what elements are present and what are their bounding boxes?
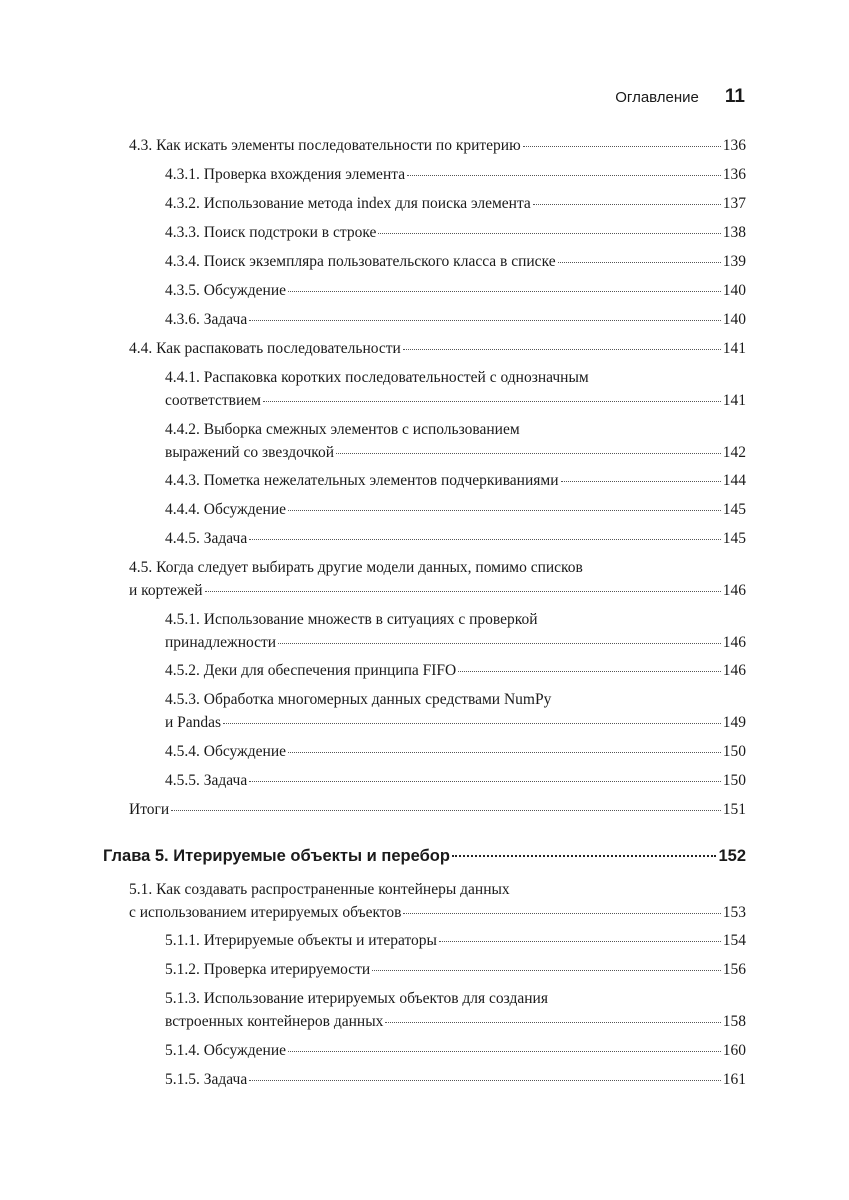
toc-entry-title: с использованием итерируемых объектов [129,903,402,921]
toc-entry-title: Обсуждение [203,743,286,760]
toc-entry-page: 149 [722,713,746,731]
toc-entry-4-4-1[interactable] [165,367,746,412]
leader-dots [452,855,717,857]
leader-dots [558,262,721,263]
toc-entry-page: 151 [722,801,746,818]
leader-dots [372,970,721,971]
toc-entry-4-3-4[interactable] [165,251,746,274]
toc-entry-page: 136 [722,137,746,154]
toc-entry-page: 145 [722,501,746,518]
toc-entry-5-1-3[interactable] [165,988,746,1033]
toc-entry-title: Итоги [129,801,170,818]
toc-entry-page: 138 [722,224,746,241]
toc-entry-number: 4.4.1. [165,369,200,386]
leader-dots [533,204,721,205]
leader-dots [249,781,721,782]
toc-entry-title: Поиск подстроки в строке [203,224,377,241]
toc-entry-number: 4.5. [129,559,153,576]
toc-entry-number: 4.4. [129,340,153,357]
toc-entry-title: Деки для обеспечения принципа FIFO [203,662,457,679]
toc-entry-number: 5.1.2. [165,961,200,978]
toc-entry-title-line1: Распаковка коротких последовательностей с однозначным [203,369,589,386]
toc-entry-page: 153 [722,903,746,921]
toc-entry-title: Проверка итерируемости [203,961,371,978]
toc-entry-5-1-2[interactable] [165,959,746,982]
toc-entry-title: Использование метода index для поиска элемента [203,195,531,212]
leader-dots [403,913,720,914]
toc-entry-number: 4.4.4. [165,501,200,518]
toc-entry-page: 161 [722,1071,746,1088]
toc-entry-title: Как искать элементы последовательности по критерию [156,137,521,154]
toc-entry-number: 4.3.6. [165,311,200,328]
toc-entry-title: встроенных контейнеров данных [165,1012,384,1030]
toc-entry-number: 4.5.1. [165,611,200,628]
leader-dots [223,723,721,724]
leader-dots [336,453,721,454]
leader-dots [249,1080,721,1081]
toc-entry-title: Проверка вхождения элемента [203,166,406,183]
toc-entry-page: 137 [722,195,746,212]
toc-entry-4-4-5[interactable] [165,528,746,551]
toc-entry-title: Обсуждение [203,1042,286,1059]
toc-entry-number: 5.1.5. [165,1071,200,1088]
leader-dots [278,643,721,644]
leader-dots [403,349,721,350]
toc-entry-title-line1: Как создавать распространенные контейнеры данных [156,881,510,898]
toc-entry-summary[interactable] [129,799,746,822]
leader-dots [458,671,721,672]
toc-entry-title: и Pandas [165,713,222,731]
leader-dots [263,401,721,402]
toc-entry-number: 5.1.3. [165,990,200,1007]
toc-entry-title: Итерируемые объекты и итераторы [203,932,437,949]
toc-entry-title: выражений со звездочкой [165,443,335,461]
leader-dots [171,810,721,811]
toc-entry-number: 4.3.4. [165,253,200,270]
leader-dots [205,591,721,592]
leader-dots [249,539,721,540]
toc-entry-number: 4.3.5. [165,282,200,299]
toc-entry-page: 140 [722,311,746,328]
toc-entry-page: 154 [722,932,746,949]
leader-dots [523,146,721,147]
toc-entry-page: 160 [722,1042,746,1059]
toc-entry-number: 4.5.3. [165,691,200,708]
toc-entry-page: 136 [722,166,746,183]
header-page-number: 11 [724,86,745,107]
toc-entry-4-5-5[interactable] [165,770,746,793]
toc-entry-4-5[interactable] [129,557,746,602]
toc-entry-page: 146 [722,581,746,599]
toc-entry-number: 4.5.4. [165,743,200,760]
toc-entry-page: 144 [722,472,746,489]
toc-entry-5-1-5[interactable] [165,1069,746,1092]
toc-entry-number: 5.1. [129,881,153,898]
toc-entry-4-3-3[interactable] [165,222,746,245]
toc-entry-title-line1: Обработка многомерных данных средствами NumPy [203,691,552,708]
toc-entry-5-1-4[interactable] [165,1040,746,1063]
leader-dots [288,752,721,753]
toc-entry-4-5-1[interactable] [165,609,746,654]
toc-entry-number: 4.4.2. [165,421,200,438]
leader-dots [378,233,720,234]
leader-dots [249,320,721,321]
leader-dots [385,1022,720,1023]
toc-entry-title: Обсуждение [203,282,286,299]
toc-entry-page: 142 [722,443,746,461]
leader-dots [439,941,721,942]
toc-entry-4-4-2[interactable] [165,419,746,464]
leader-dots [407,175,721,176]
toc-entry-4-4-3[interactable] [165,470,746,493]
toc-entry-title-line1: Когда следует выбирать другие модели данных, помимо списков [156,559,583,576]
toc-entry-title: Как распаковать последовательности [156,340,401,357]
toc-entry-page: 145 [722,530,746,547]
leader-dots [288,291,721,292]
toc-entry-title: принадлежности [165,633,277,651]
toc-entry-number: 5.1.4. [165,1042,200,1059]
toc-entry-4-3-2[interactable] [165,193,746,216]
toc-entry-number: 5.1.1. [165,932,200,949]
toc-entry-5-1-1[interactable] [165,930,746,953]
toc-entry-title: Обсуждение [203,501,286,518]
toc-entry-page: 146 [722,633,746,651]
toc-entry-number: 4.3.2. [165,195,200,212]
toc-entry-4-3-6[interactable] [165,309,746,332]
toc-entry-5-1[interactable] [129,879,746,924]
toc-entry-number: 4.3.3. [165,224,200,241]
toc-entry-4-3[interactable] [129,135,746,158]
leader-dots [288,510,721,511]
leader-dots [561,481,721,482]
header-title: Оглавление [615,89,699,106]
toc-entry-page: 141 [722,391,746,409]
toc-entry-page: 141 [722,340,746,357]
toc-entry-page: 150 [722,743,746,760]
chapter-page: 152 [718,847,746,865]
toc-entry-title: Задача [203,1071,248,1088]
toc-entry-title: Пометка нежелательных элементов подчеркиваниями [203,472,559,489]
toc-entry-number: 4.3.1. [165,166,200,183]
toc-entry-title: Задача [203,311,248,328]
toc-entry-4-3-5[interactable] [165,280,746,303]
toc-entry-page: 146 [722,662,746,679]
toc-entry-number: 4.5.5. [165,772,200,789]
toc-entry-number: 4.3. [129,137,153,154]
toc-entry-4-4[interactable] [129,338,746,361]
toc-entry-4-5-4[interactable] [165,741,746,764]
toc-entry-title: Поиск экземпляра пользовательского класса в списке [203,253,556,270]
chapter-number: Глава 5. [103,847,169,865]
toc-entry-title: соответствием [165,391,261,409]
toc-chapter-5[interactable] [103,845,746,868]
toc-entry-number: 4.5.2. [165,662,200,679]
toc-entry-page: 150 [722,772,746,789]
toc-entry-number: 4.4.3. [165,472,200,489]
toc-entry-page: 140 [722,282,746,299]
toc-entry-4-3-1[interactable] [165,164,746,187]
toc-entry-number: 4.4.5. [165,530,200,547]
toc-entry-page: 158 [722,1012,746,1030]
toc-entry-title: Задача [203,530,248,547]
toc-entry-title-line1: Использование множеств в ситуациях с проверкой [203,611,538,628]
toc-entry-title-line1: Выборка смежных элементов с использованием [203,421,520,438]
toc-entry-title: Задача [203,772,248,789]
toc-entry-page: 139 [722,253,746,270]
toc-entry-4-5-2[interactable] [165,660,746,683]
toc-entry-title-line1: Использование итерируемых объектов для создания [203,990,548,1007]
toc-entry-4-5-3[interactable] [165,689,746,734]
chapter-title: Итерируемые объекты и перебор [173,847,450,865]
toc-entry-title: и кортежей [129,581,203,599]
toc-entry-4-4-4[interactable] [165,499,746,522]
leader-dots [288,1051,721,1052]
toc-entry-page: 156 [722,961,746,978]
